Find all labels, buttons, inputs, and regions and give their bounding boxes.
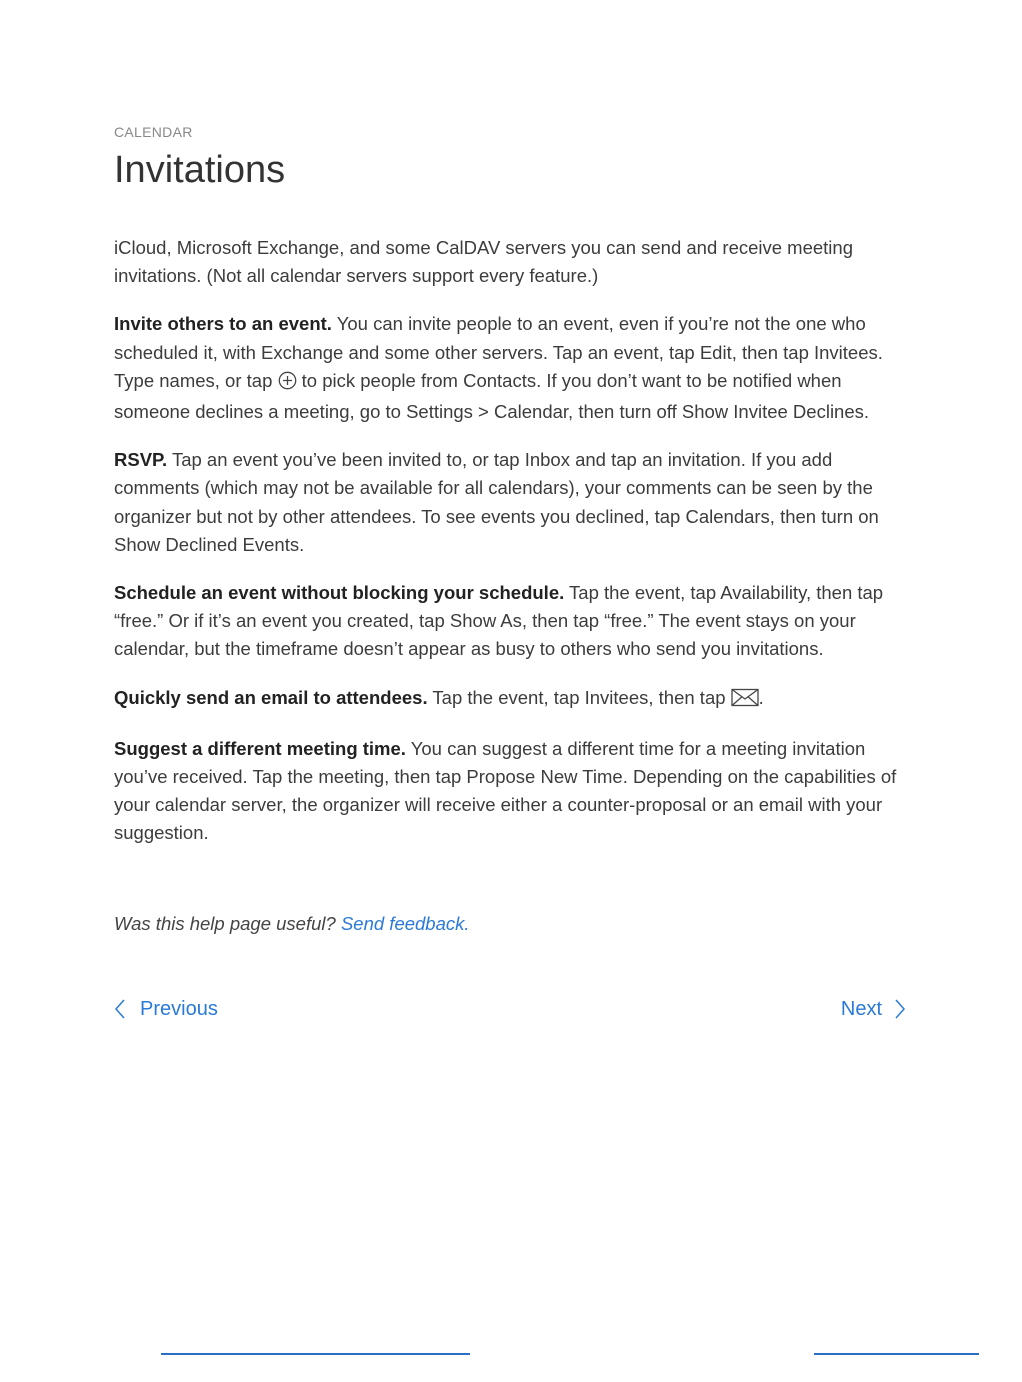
email-heading: Quickly send an email to attendees. — [114, 686, 428, 708]
next-label: Next — [840, 997, 882, 1020]
page-title: Invitations — [114, 149, 286, 191]
previous-link[interactable] — [114, 998, 218, 1021]
chevron-right-icon — [894, 998, 906, 1020]
email-text-1: Tap the event, tap Invitees, then tap — [427, 686, 731, 708]
schedule-text: Tap the event, tap Availability, then tap “free.” Or if it’s an event you created, tap Show As, then tap “free.” The event stays on your calendar, but the timeframe doesn’t appear as busy to others who send you invitations. — [114, 582, 884, 660]
pagination-nav — [114, 998, 906, 1028]
schedule-heading: Schedule an event without blocking your schedule. — [114, 582, 565, 604]
feedback-question: Was this help page useful? — [114, 912, 336, 934]
suggest-paragraph — [114, 735, 906, 848]
email-text-2: . — [758, 686, 764, 708]
suggest-text: You can suggest a different time for a meeting invitation you’ve received. Tap the meeting, then tap Propose New Time. Depending on the capabilities of your calendar server, the organizer will receive either a counter-proposal or an email with your suggestion. — [114, 737, 897, 844]
rsvp-heading: RSVP. — [114, 449, 168, 471]
invite-heading: Invite others to an event. — [114, 313, 332, 335]
next-link[interactable] — [841, 998, 906, 1021]
footer-rule-right — [814, 1353, 979, 1355]
feedback-row — [114, 910, 906, 938]
add-circle-icon — [278, 370, 297, 398]
rsvp-text: Tap an event you’ve been invited to, or tap Inbox and tap an invitation. If you add comments (which may not be available for all calendars), your comments can be seen by the organizer but not by other attendees. To see events you declined, tap Calendars, then turn on Show Declined Events. — [114, 449, 879, 555]
chevron-left-icon — [114, 998, 126, 1020]
invite-paragraph — [114, 310, 906, 426]
previous-label: Previous — [140, 997, 218, 1020]
invite-text-1: You can invite people to an event, even if you’re not the one who scheduled it, with Exchange and some other servers. Tap an event, tap Edit, then tap Invitees. Type names, or tap — [114, 313, 883, 391]
invite-text-2: to pick people from Contacts. If you don’t want to be notified when someone declines a meeting, go to Settings > Calendar, then turn off Show Invitee Declines. — [114, 369, 870, 423]
intro-paragraph: iCloud, Microsoft Exchange, and some CalDAV servers you can send and receive meeting invitations. (Not all calendar servers support every feature.) — [114, 237, 853, 287]
email-paragraph — [114, 684, 906, 715]
footer-rule-left — [161, 1353, 470, 1355]
section-eyebrow: CALENDAR — [114, 124, 193, 140]
suggest-heading: Suggest a different meeting time. — [114, 737, 406, 759]
envelope-icon — [731, 687, 759, 715]
schedule-paragraph — [114, 579, 906, 664]
rsvp-paragraph — [114, 446, 906, 559]
send-feedback-link[interactable]: Send feedback. — [340, 912, 470, 934]
help-article — [114, 122, 906, 1028]
